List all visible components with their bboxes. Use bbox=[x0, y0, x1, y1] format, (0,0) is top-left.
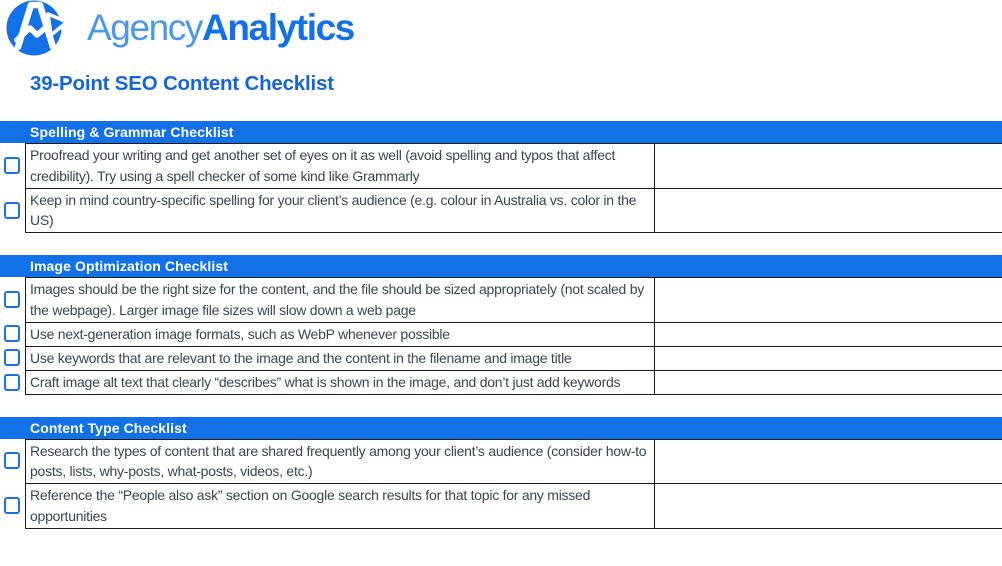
notes-cell[interactable] bbox=[655, 322, 1002, 346]
notes-cell[interactable] bbox=[655, 346, 1002, 370]
checklist-row bbox=[0, 188, 1002, 234]
checkbox-column bbox=[0, 483, 25, 529]
checklist-section bbox=[0, 417, 1002, 529]
section-rows bbox=[0, 277, 1002, 395]
section-rows bbox=[0, 439, 1002, 529]
checklist-row bbox=[0, 322, 1002, 346]
section-title: Content Type Checklist bbox=[30, 419, 187, 436]
notes-cell[interactable] bbox=[655, 483, 1002, 529]
checkbox[interactable] bbox=[4, 202, 20, 219]
section-title: Image Optimization Checklist bbox=[30, 258, 229, 274]
checkbox[interactable] bbox=[4, 497, 20, 514]
checkbox[interactable] bbox=[4, 291, 20, 308]
checklist-row bbox=[0, 370, 1002, 395]
checkbox-column bbox=[0, 439, 25, 484]
logo bbox=[0, 0, 1002, 59]
checklist-item-text: Use keywords that are relevant to the image and the content in the filename and image title bbox=[25, 346, 655, 370]
notes-cell[interactable] bbox=[655, 143, 1002, 188]
checkbox-column bbox=[0, 370, 25, 395]
checkbox[interactable] bbox=[4, 157, 20, 174]
checklist-row bbox=[0, 439, 1002, 484]
checkbox[interactable] bbox=[4, 325, 20, 342]
section-header-bar bbox=[0, 255, 1002, 277]
section-header-bar bbox=[0, 121, 1002, 143]
page-title: 39-Point SEO Content Checklist bbox=[30, 72, 334, 95]
checkbox-column bbox=[0, 346, 25, 370]
checklist-row bbox=[0, 346, 1002, 370]
checklist-item-text: Craft image alt text that clearly “describes” what is shown in the image, and don’t just add keywords bbox=[25, 370, 655, 395]
checkbox-column bbox=[0, 143, 25, 188]
checklist-item-text: Reference the “People also ask” section on Google search results for that topic for any missed opportunities bbox=[25, 483, 655, 529]
checklist-item-text: Use next-generation image formats, such as WebP whenever possible bbox=[25, 322, 655, 346]
notes-cell[interactable] bbox=[655, 188, 1002, 234]
checkbox-column bbox=[0, 188, 25, 234]
agency-analytics-logo-icon bbox=[6, 0, 70, 62]
notes-cell[interactable] bbox=[655, 277, 1002, 322]
section-header-bar bbox=[0, 417, 1002, 439]
checkbox[interactable] bbox=[4, 349, 20, 366]
section-rows bbox=[0, 143, 1002, 233]
checkbox[interactable] bbox=[4, 452, 20, 469]
checklist-section bbox=[0, 255, 1002, 395]
checkbox-column bbox=[0, 322, 25, 346]
checklist-item-text: Images should be the right size for the content, and the file should be sized appropriately (not scaled by the webpage). Larger image file sizes will slow down a web page bbox=[25, 277, 655, 322]
checklist-item-text: Research the types of content that are shared frequently among your client’s audience (consider how-to posts, lists, why-posts, what-posts, videos, etc.) bbox=[25, 439, 655, 484]
brand-name-light: Agency bbox=[87, 6, 203, 48]
notes-cell[interactable] bbox=[655, 370, 1002, 395]
checkbox[interactable] bbox=[4, 374, 20, 391]
notes-cell[interactable] bbox=[655, 439, 1002, 484]
checklist-section bbox=[0, 121, 1002, 233]
checklist-row bbox=[0, 277, 1002, 322]
brand-name-bold: Analytics bbox=[202, 6, 354, 48]
checklist-sections bbox=[0, 121, 1002, 529]
section-title: Spelling & Grammar Checklist bbox=[30, 124, 234, 140]
checklist-item-text: Proofread your writing and get another set of eyes on it as well (avoid spelling and typos that affect credibility). Try using a spell checker of some kind like Grammarly bbox=[25, 143, 655, 188]
checklist-row bbox=[0, 143, 1002, 188]
checklist-row bbox=[0, 483, 1002, 529]
brand-wordmark bbox=[87, 6, 354, 52]
checkbox-column bbox=[0, 277, 25, 322]
checklist-item-text: Keep in mind country-specific spelling for your client’s audience (e.g. colour in Australia vs. color in the US) bbox=[25, 188, 655, 234]
